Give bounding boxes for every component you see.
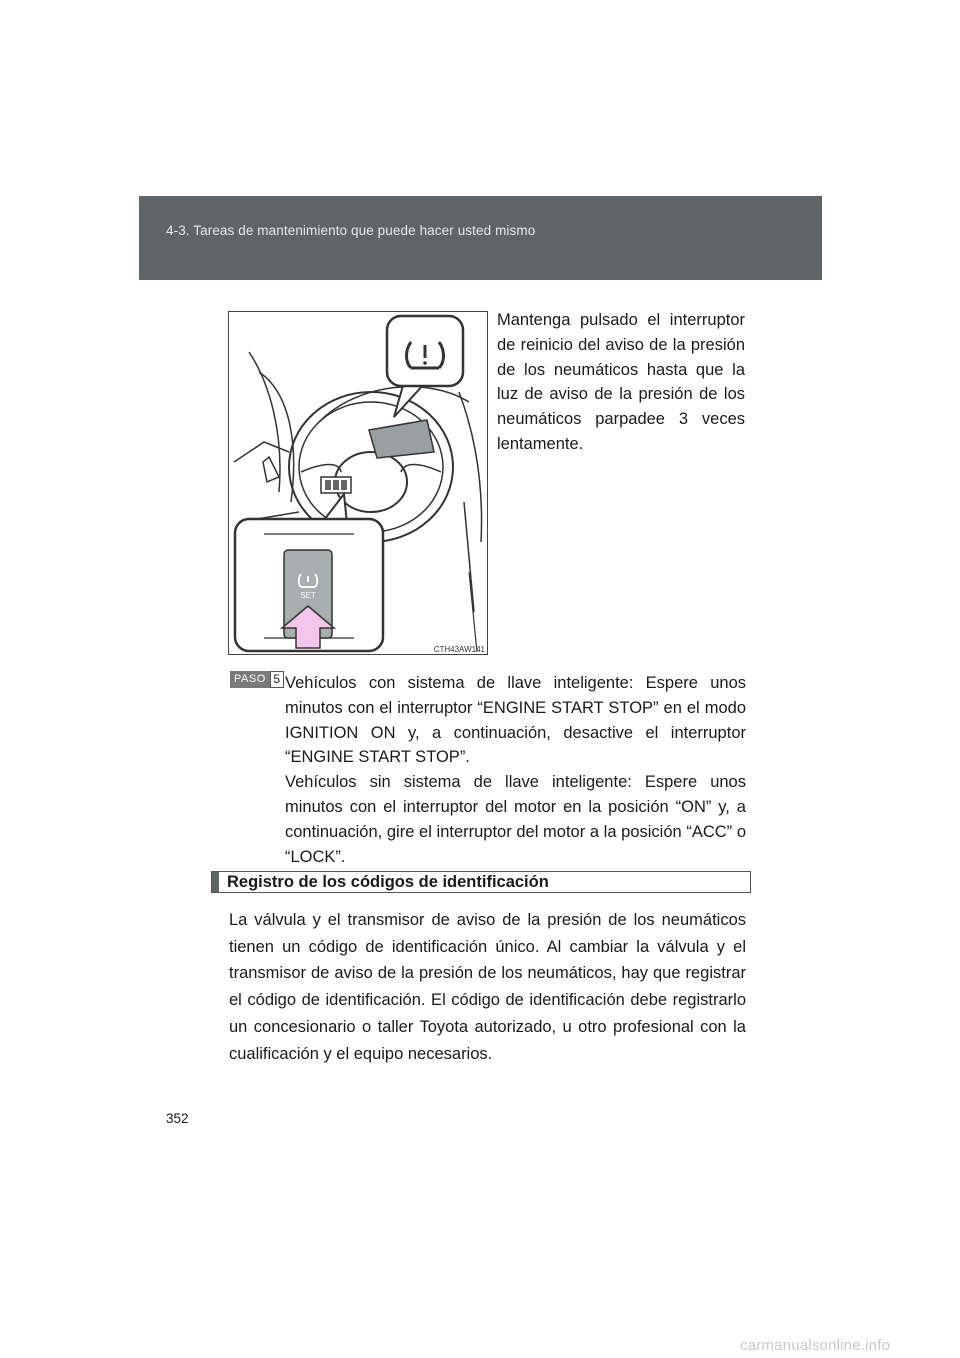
step-5-paragraph-no-smart-key: Vehículos sin sistema de llave inteligente: Espere unos minutos con el interruptor del motor en la posición “ON” y, a continuación, gire el interruptor del motor a la posición “ACC” o “LOCK”.	[285, 773, 746, 866]
watermark: carmanualsonline.info	[740, 1337, 891, 1354]
page-number: 352	[166, 1111, 189, 1126]
dashboard-drawing	[229, 312, 487, 654]
step-4-text: Mantenga pulsado el interruptor de reinicio del aviso de la presión de los neumáticos hasta que la luz de aviso de la presión de los neumáticos parpadee 3 veces lentamente.	[497, 311, 745, 453]
step-number: 5	[270, 671, 284, 688]
section-body: La válvula y el transmisor de aviso de la presión de los neumáticos tienen un código de identificación único. Al cambiar la válvula y el transmisor de aviso de la presión de los neumáticos, hay que registrar el código de identificación. El código de identificación debe registrarlo un concesionario o taller Toyota autorizado, u otro profesional con la cualificación y el equipo necesarios.	[229, 911, 746, 1063]
chapter-section-title: 4-3. Tareas de mantenimiento que puede hacer usted mismo	[166, 223, 536, 238]
step-5-paragraph-smart-key: Vehículos con sistema de llave inteligente: Espere unos minutos con el interruptor “ENGINE START STOP” en el modo IGNITION ON y, a continuación, desactive el interruptor “ENGINE START STOP”.	[285, 674, 746, 767]
heading-accent-bar	[212, 872, 219, 892]
section-heading	[211, 871, 751, 893]
chapter-header-band	[139, 196, 822, 280]
step-label: PASO	[230, 671, 270, 688]
set-button-label: SET	[300, 591, 316, 600]
step-5-tag	[230, 671, 284, 688]
step-5-text	[285, 671, 746, 869]
figure-code: CTH43AW141	[433, 645, 485, 654]
steering-wheel-illustration	[228, 311, 488, 655]
section-heading-text: Registro de los códigos de identificación	[227, 873, 549, 891]
